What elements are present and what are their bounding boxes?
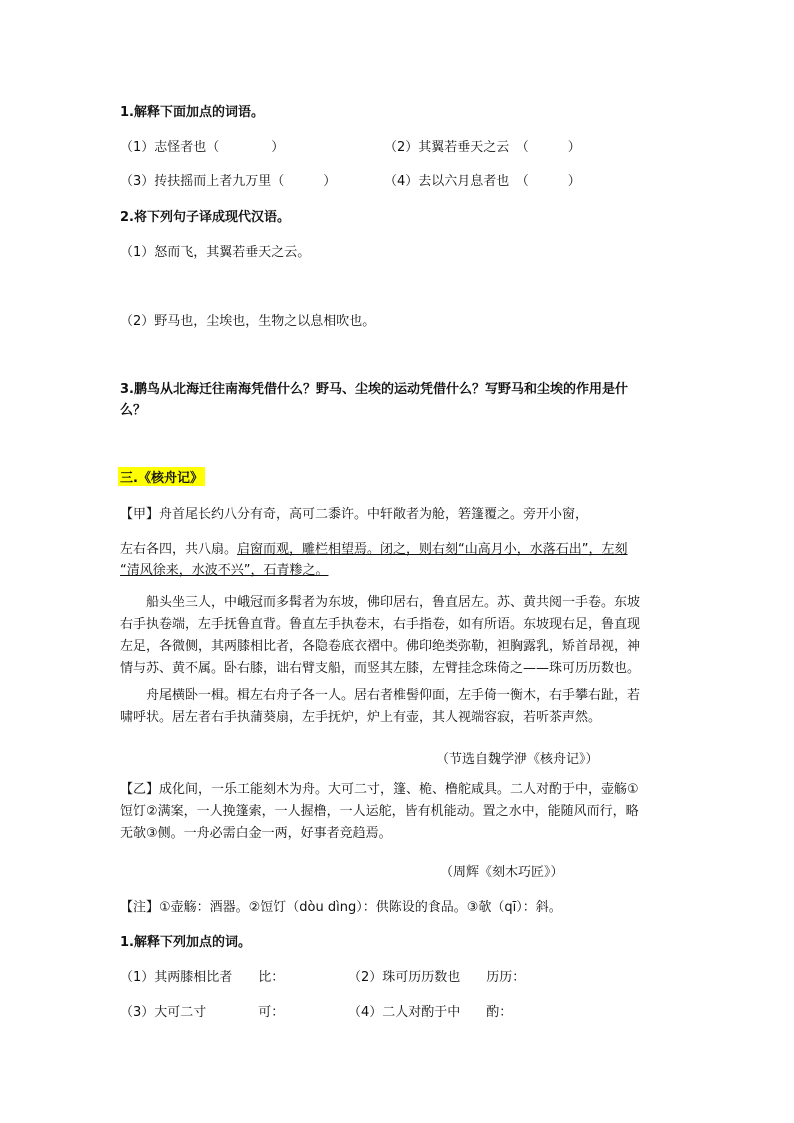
yi-source: （周辉《刻木巧匠》）: [440, 865, 564, 880]
jia-p3-line: 舟尾横卧一楫。楫左右舟子各一人。居右者椎髻仰面，左手倚一衡木，右手攀右趾，若: [146, 688, 641, 703]
jia-line-2: [120, 538, 628, 557]
q4-item-3: （3）大可二寸 可：: [120, 1005, 285, 1020]
question-3-line-1: 3.鹏鸟从北海迁往南海凭借什么？野马、尘埃的运动凭借什么？写野马和尘埃的作用是什: [120, 382, 628, 397]
yi-line: 饾饤②满案，一人挽篷索，一人握橹，一人运舵，皆有机能动。置之水中，能随风而行，略: [120, 804, 639, 819]
jia-p2-line: 左足，各微侧，其两膝相比者，各隐卷底衣褶中。佛印绝类弥勒，袒胸露乳，矫首昂视，神: [120, 639, 641, 654]
yi-line: 【乙】成化间，一乐工能刻木为舟。大可二寸，篷、桅、橹舵咸具。二人对酌于中，壶觞①: [120, 782, 639, 797]
jia-line-3-underlined: “清风徐来，水波不兴”，石青糁之。: [120, 563, 329, 578]
jia-p3-line: 啸呼状。居左者右手执蒲葵扇，左手抚炉，炉上有壶，其人视端容寂，若听茶声然。: [120, 710, 602, 725]
yi-paragraph: [120, 779, 680, 845]
jia-line-2-underlined: 启窗而观，雕栏相望焉。闭之，则右刻“山高月小，水落石出”，左刻: [237, 542, 628, 557]
jia-paragraph-3: [120, 685, 680, 729]
q2-item-2: （2）野马也，尘埃也，生物之以息相吹也。: [120, 314, 376, 329]
jia-source: （节选自魏学洢《核舟记》）: [436, 752, 599, 767]
q2-item-1: （1）怒而飞，其翼若垂天之云。: [120, 245, 311, 260]
jia-line-2-plain: 左右各四，共八扇。: [120, 542, 238, 557]
q4-item-2: （2）珠可历历数也 历历：: [348, 970, 526, 985]
jia-paragraph-2: [120, 592, 680, 680]
annotation-note: 【注】①壶觞：酒器。②饾饤（dòu dìng）：供陈设的食品。③欹（qī）：斜。: [120, 900, 562, 915]
jia-p2-line: 船头坐三人，中峨冠而多髯者为东坡，佛印居右，鲁直居左。苏、黄共阅一手卷。东坡: [146, 595, 641, 610]
q1-item-1: （1）志怪者也（ ）: [120, 140, 285, 155]
question-4-title: 1.解释下列加点的词。: [120, 935, 251, 950]
question-2-title: 2.将下列句子译成现代汉语。: [120, 210, 290, 225]
q1-item-3: （3）抟扶摇而上者九万里（ ）: [120, 174, 337, 189]
section-title: 三.《核舟记》: [118, 467, 205, 486]
question-1-title: 1.解释下面加点的词语。: [120, 105, 264, 120]
jia-p2-line: 右手执卷端，左手抚鲁直背。鲁直左手执卷末，右手指卷，如有所语。东坡现右足，鲁直现: [120, 617, 641, 632]
yi-line: 无欹③侧。一舟必需白金一两，好事者竞趋焉。: [120, 826, 392, 841]
q1-item-2: （2）其翼若垂天之云 （ ）: [384, 140, 581, 155]
question-3-line-2: 么？: [120, 403, 147, 418]
q4-item-1: （1）其两膝相比者 比：: [120, 970, 285, 985]
q1-item-4: （4）去以六月息者也 （ ）: [384, 174, 581, 189]
jia-line-1: 【甲】舟首尾长约八分有奇，高可二黍许。中轩敞者为舱，箬篷覆之。旁开小窗，: [120, 507, 589, 522]
q4-item-4: （4）二人对酌于中 酌：: [348, 1005, 513, 1020]
jia-p2-line: 情与苏、黄不属。卧右膝，诎右臂支船，而竖其左膝，左臂挂念珠倚之——珠可历历数也。: [120, 661, 641, 676]
